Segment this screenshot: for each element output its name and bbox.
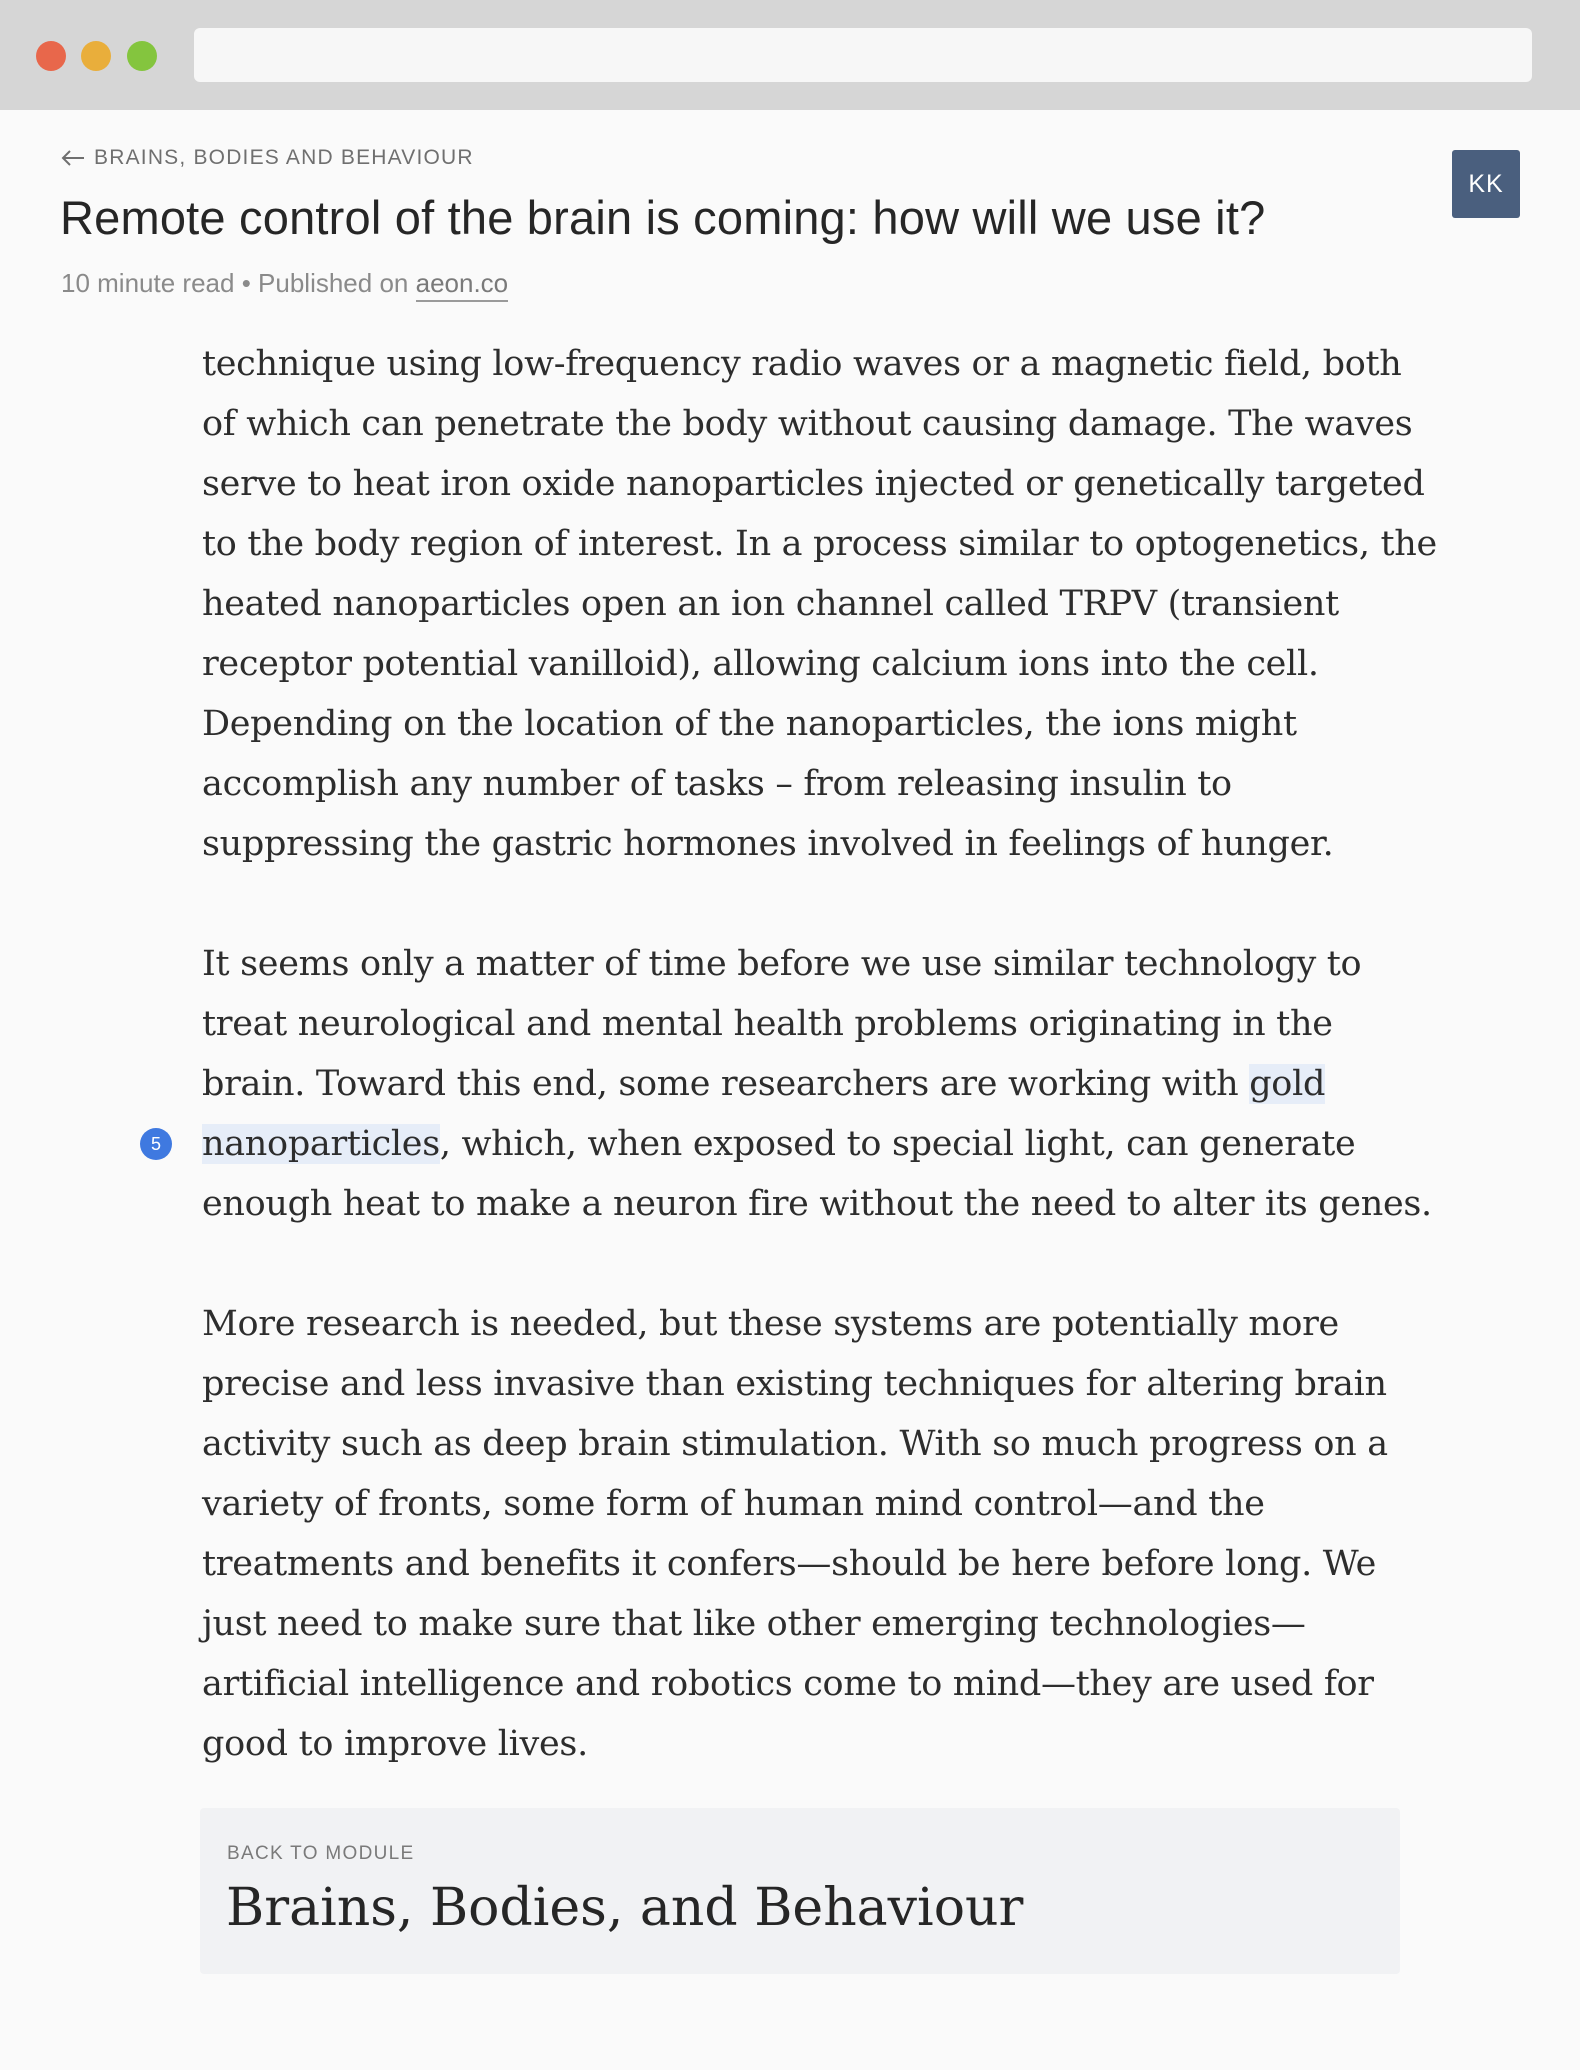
- breadcrumb-back-link[interactable]: [60, 146, 474, 170]
- arrow-left-icon: [60, 149, 86, 167]
- address-bar[interactable]: [194, 28, 1532, 82]
- text-line: , which, when exposed to special light, can generate: [439, 1124, 1356, 1164]
- read-time: 10 minute read: [61, 268, 235, 298]
- highlighted-text[interactable]: nanoparticles: [202, 1124, 440, 1164]
- paragraph: [202, 934, 1432, 1234]
- highlighted-text[interactable]: gold: [1249, 1064, 1326, 1104]
- module-eyebrow: BACK TO MODULE: [227, 1843, 415, 1864]
- text-line: receptor potential vanilloid), allowing calcium ions into the cell.: [202, 644, 1319, 684]
- text-line: to the body region of interest. In a process similar to optogenetics, the: [202, 524, 1437, 564]
- text-line: variety of fronts, some form of human mind control—and the: [202, 1484, 1265, 1524]
- annotation-count-badge[interactable]: 5: [140, 1128, 172, 1160]
- text-line: It seems only a matter of time before we use similar technology to: [202, 944, 1362, 984]
- user-avatar[interactable]: KK: [1452, 150, 1520, 218]
- article-meta: [61, 268, 508, 299]
- meta-separator: •: [241, 268, 251, 298]
- paragraph: [202, 1294, 1402, 1774]
- text-line: enough heat to make a neuron fire without the need to alter its genes.: [202, 1184, 1432, 1224]
- source-link[interactable]: aeon.co: [416, 268, 509, 302]
- back-to-module-card[interactable]: [200, 1808, 1400, 1974]
- text-line: treatments and benefits it confers—should be here before long. We: [202, 1544, 1377, 1584]
- text-line: accomplish any number of tasks – from releasing insulin to: [202, 764, 1232, 804]
- minimize-window-button[interactable]: [81, 41, 111, 71]
- paragraph: [202, 334, 1437, 874]
- close-window-button[interactable]: [36, 41, 66, 71]
- published-label: Published on: [258, 268, 409, 298]
- page-title: Remote control of the brain is coming: how will we use it?: [60, 191, 1266, 244]
- article-body: [202, 334, 1437, 1834]
- text-line: precise and less invasive than existing techniques for altering brain: [202, 1364, 1387, 1404]
- text-line: More research is needed, but these systems are potentially more: [202, 1304, 1339, 1344]
- text-line: activity such as deep brain stimulation. With so much progress on a: [202, 1424, 1388, 1464]
- text-line: treat neurological and mental health problems originating in the: [202, 1004, 1333, 1044]
- text-line: of which can penetrate the body without causing damage. The waves: [202, 404, 1413, 444]
- text-line: suppressing the gastric hormones involved in feelings of hunger.: [202, 824, 1334, 864]
- text-line: artificial intelligence and robotics come to mind—they are used for: [202, 1664, 1374, 1704]
- zoom-window-button[interactable]: [127, 41, 157, 71]
- text-line: Depending on the location of the nanoparticles, the ions might: [202, 704, 1297, 744]
- text-line: good to improve lives.: [202, 1724, 588, 1764]
- text-line: technique using low-frequency radio waves or a magnetic field, both: [202, 344, 1402, 384]
- breadcrumb-label: BRAINS, BODIES AND BEHAVIOUR: [94, 146, 474, 169]
- text-line: just need to make sure that like other emerging technologies—: [202, 1604, 1306, 1644]
- text-line: brain. Toward this end, some researchers are working with: [202, 1064, 1250, 1104]
- module-title: Brains, Bodies, and Behaviour: [226, 1878, 1024, 1938]
- text-line: serve to heat iron oxide nanoparticles injected or genetically targeted: [202, 464, 1425, 504]
- browser-chrome: [0, 0, 1580, 110]
- text-line: heated nanoparticles open an ion channel called TRPV (transient: [202, 584, 1339, 624]
